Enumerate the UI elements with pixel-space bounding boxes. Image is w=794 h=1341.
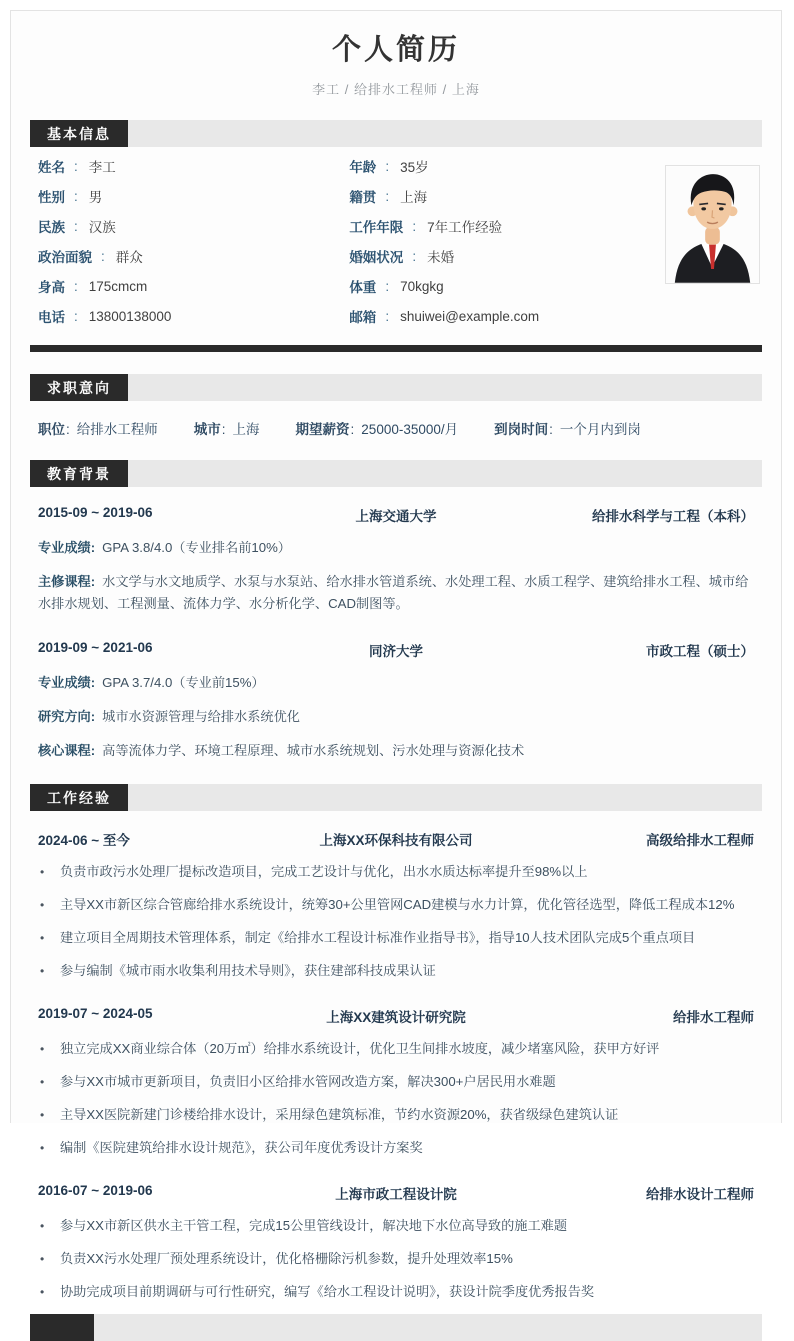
experience-entry-2	[30, 1006, 762, 1158]
section-badge-basic-info: 基本信息	[30, 120, 128, 147]
bullet-text: 主导XX市新区综合管廊给排水系统设计，统筹30+公里管网CAD建模与水力计算，优化管径选型，降低工程成本12%	[60, 897, 735, 912]
bullet-icon: •	[40, 1219, 45, 1233]
intent-label: 到岗时间	[494, 422, 549, 437]
detail-label: 专业成绩	[38, 675, 91, 690]
field-value: 7年工作经验	[427, 220, 503, 235]
info-row-height	[38, 271, 349, 301]
experience-bullet	[38, 895, 754, 915]
education-entry-header	[38, 505, 754, 525]
bullet-text: 协助完成项目前期调研与可行性研究，编写《给水工程设计说明》，获设计院季度优秀报告奖	[60, 1284, 595, 1299]
detail-text: 水文学与水文地质学、水泵与水泵站、给水排水管道系统、水处理工程、水质工程学、建筑给排水工程、城市给水排水规划、工程测量、流体力学、水分析化学、CAD制图等。	[38, 574, 749, 611]
field-value: 35岁	[400, 160, 429, 175]
experience-period: 2019-07 ~ 2024-05	[38, 1006, 153, 1021]
field-label: 电话	[38, 310, 65, 325]
field-colon: :	[412, 218, 417, 234]
basic-info-block	[30, 151, 762, 331]
experience-bullet	[38, 1039, 754, 1059]
field-colon: :	[74, 278, 78, 294]
intent-colon: :	[66, 422, 70, 437]
experience-entry-header	[38, 1006, 754, 1026]
info-row-gender	[38, 181, 349, 211]
profile-photo	[665, 165, 760, 284]
basic-info-left-column	[38, 151, 349, 331]
bullet-icon: •	[40, 1285, 45, 1299]
education-entry-2	[30, 640, 762, 762]
field-value: 群众	[115, 250, 143, 265]
info-row-political-status	[38, 241, 349, 271]
intent-value: 上海	[232, 422, 260, 437]
detail-label: 研究方向	[38, 709, 91, 724]
intent-label: 职位	[38, 422, 65, 437]
bullet-icon: •	[40, 865, 45, 879]
field-label: 身高	[38, 280, 65, 295]
detail-text: 高等流体力学、环境工程原理、城市水系统规划、污水处理与资源化技术	[102, 743, 525, 758]
section-badge-cutoff	[30, 1314, 94, 1341]
intent-value: 给排水工程师	[76, 422, 158, 437]
field-value: 汉族	[88, 220, 116, 235]
section-divider	[30, 345, 762, 352]
field-colon: :	[385, 158, 390, 174]
experience-bullet	[38, 928, 754, 948]
bullet-icon: •	[40, 1141, 45, 1155]
bullet-text: 主导XX医院新建门诊楼给排水设计，采用绿色建筑标准，节约水资源20%，获省级绿色建筑认证	[60, 1107, 619, 1122]
experience-company: 上海XX环保科技有限公司	[319, 833, 473, 848]
field-value: shuiwei@example.com	[400, 308, 540, 324]
field-label: 姓名	[38, 160, 65, 175]
intent-label: 期望薪资	[295, 422, 350, 437]
detail-text: GPA 3.7/4.0（专业前15%）	[102, 675, 265, 690]
education-major: 市政工程（硕士）	[646, 644, 754, 659]
field-value: 男	[88, 190, 103, 205]
intent-value: 25000-35000/月	[361, 422, 459, 437]
intent-colon: :	[221, 422, 226, 437]
info-row-phone	[38, 301, 349, 331]
detail-label: 主修课程	[38, 574, 91, 589]
education-detail-courses	[38, 571, 754, 615]
portrait-photo-illustration	[666, 166, 759, 283]
info-row-name	[38, 151, 349, 181]
education-detail-core-courses	[38, 740, 754, 762]
field-label: 年龄	[349, 160, 377, 175]
field-label: 体重	[349, 280, 377, 295]
bullet-icon: •	[40, 1252, 45, 1266]
experience-bullet	[38, 1072, 754, 1092]
experience-bullet	[38, 961, 754, 981]
experience-bullet	[38, 1138, 754, 1158]
job-intent-line	[30, 418, 762, 438]
bullet-icon: •	[40, 898, 45, 912]
page-title: 个人简历	[331, 34, 460, 66]
experience-bullet	[38, 1249, 754, 1269]
bullet-text: 独立完成XX商业综合体（20万㎡）给排水系统设计，优化卫生间排水坡度，减少堵塞风险，获甲方好评	[60, 1041, 660, 1056]
intent-value: 一个月内到岗	[559, 422, 641, 437]
bullet-icon: •	[40, 1075, 45, 1089]
experience-entry-header	[38, 829, 754, 849]
field-value: 13800138000	[88, 308, 172, 324]
detail-colon: :	[90, 743, 96, 758]
field-colon: :	[101, 248, 105, 264]
field-label: 民族	[38, 220, 65, 235]
bullet-text: 负责市政污水处理厂提标改造项目，完成工艺设计与优化，出水水质达标率提升至98%以上	[60, 864, 588, 879]
field-label: 婚姻状况	[349, 250, 404, 265]
field-colon: :	[74, 158, 78, 174]
education-period: 2019-09 ~ 2021-06	[38, 640, 153, 655]
intent-item-city	[194, 418, 260, 438]
education-period: 2015-09 ~ 2019-06	[38, 505, 153, 520]
field-colon: :	[74, 218, 78, 234]
experience-role: 给排水设计工程师	[646, 1187, 754, 1202]
field-value: 李工	[88, 160, 116, 175]
education-entry-1	[30, 505, 762, 615]
info-row-email	[349, 301, 762, 331]
bullet-text: 参与XX市城市更新项目，负责旧小区给排水管网改造方案，解决300+户居民用水难题	[60, 1074, 556, 1089]
section-header-cutoff	[30, 1314, 762, 1341]
bullet-text: 参与XX市新区供水主干管工程，完成15公里管线设计，解决地下水位高导致的施工难题	[60, 1218, 568, 1233]
education-school: 上海交通大学	[355, 509, 437, 524]
experience-bullet	[38, 862, 754, 882]
section-header-basic-info	[30, 120, 762, 147]
bullet-text: 建立项目全周期技术管理体系，制定《给排水工程设计标准作业指导书》，指导10人技术团队完成5个重点项目	[60, 930, 696, 945]
resume-header	[30, 11, 762, 98]
section-badge-education: 教育背景	[30, 460, 128, 487]
education-school: 同济大学	[369, 644, 423, 659]
detail-colon: :	[90, 675, 96, 690]
experience-company: 上海XX建筑设计研究院	[326, 1010, 466, 1025]
detail-label: 专业成绩	[38, 540, 91, 555]
experience-bullet	[38, 1282, 754, 1302]
detail-text: 城市水资源管理与给排水系统优化	[102, 709, 300, 724]
bullet-icon: •	[40, 1108, 45, 1122]
bullet-icon: •	[40, 931, 45, 945]
field-label: 性别	[38, 190, 65, 205]
education-detail-gpa	[38, 537, 754, 559]
bullet-text: 编制《医院建筑给排水设计规范》，获公司年度优秀设计方案奖	[60, 1140, 423, 1155]
education-entry-header	[38, 640, 754, 660]
section-badge-job-intent: 求职意向	[30, 374, 128, 401]
experience-period: 2024-06 ~ 至今	[38, 833, 130, 848]
experience-role: 给排水工程师	[673, 1010, 754, 1025]
bullet-text: 负责XX污水处理厂预处理系统设计，优化格栅除污机参数，提升处理效率15%	[60, 1251, 513, 1266]
field-value: 175cmcm	[88, 278, 148, 294]
field-colon: :	[74, 188, 78, 204]
field-colon: :	[385, 188, 390, 204]
intent-item-availability	[494, 418, 641, 438]
field-value: 70kgkg	[400, 278, 444, 294]
field-value: 未婚	[427, 250, 455, 265]
intent-item-position	[38, 418, 158, 438]
experience-role: 高级给排水工程师	[646, 833, 754, 848]
detail-colon: :	[90, 574, 96, 589]
experience-period: 2016-07 ~ 2019-06	[38, 1183, 153, 1198]
field-colon: :	[412, 248, 417, 264]
intent-colon: :	[350, 422, 355, 437]
education-detail-research	[38, 706, 754, 728]
section-header-job-intent	[30, 374, 762, 401]
resume-page	[10, 10, 782, 1299]
section-badge-experience: 工作经验	[30, 784, 128, 811]
bullet-icon: •	[40, 964, 45, 978]
experience-bullet	[38, 1216, 754, 1236]
field-label: 政治面貌	[38, 250, 92, 265]
section-header-experience	[30, 784, 762, 811]
basic-info-grid	[30, 151, 762, 331]
field-label: 邮箱	[349, 310, 377, 325]
field-colon: :	[385, 278, 390, 294]
experience-entry-1	[30, 829, 762, 981]
experience-entry-header	[38, 1183, 754, 1203]
bullet-text: 参与编制《城市雨水收集利用技术导则》，获住建部科技成果认证	[60, 963, 436, 978]
field-label: 工作年限	[349, 220, 404, 235]
detail-text: GPA 3.8/4.0（专业排名前10%）	[102, 540, 291, 555]
detail-label: 核心课程	[38, 743, 91, 758]
bullet-icon: •	[40, 1042, 45, 1056]
info-row-ethnicity	[38, 211, 349, 241]
intent-item-salary	[296, 418, 459, 438]
experience-entry-3	[30, 1183, 762, 1302]
intent-label: 城市	[193, 422, 221, 437]
field-colon: :	[74, 308, 78, 324]
field-colon: :	[385, 308, 390, 324]
field-label: 籍贯	[349, 190, 377, 205]
experience-company: 上海市政工程设计院	[335, 1187, 457, 1202]
education-major: 给排水科学与工程（本科）	[592, 509, 754, 524]
section-header-education	[30, 460, 762, 487]
education-detail-gpa	[38, 672, 754, 694]
detail-colon: :	[90, 709, 96, 724]
page-subtitle: 李工 / 给排水工程师 / 上海	[312, 82, 480, 97]
intent-colon: :	[549, 422, 553, 437]
experience-bullet	[38, 1105, 754, 1125]
field-value: 上海	[400, 190, 428, 205]
detail-colon: :	[90, 540, 96, 555]
